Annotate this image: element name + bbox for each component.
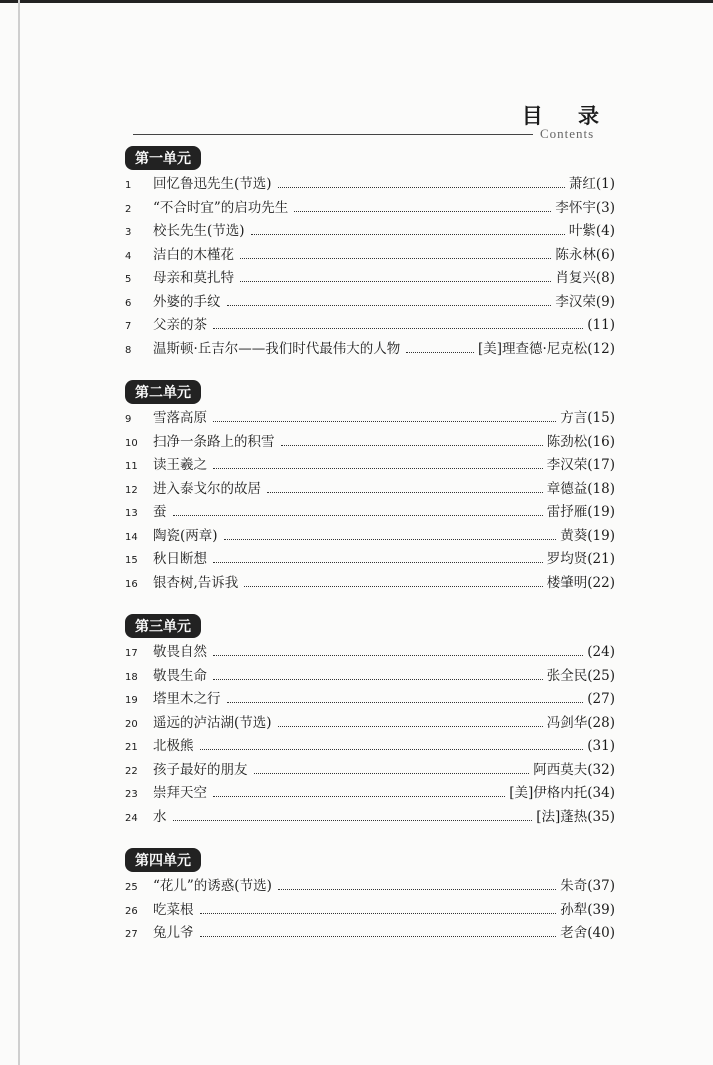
page-subtitle: Contents — [540, 126, 595, 141]
entry-number: 1 — [125, 180, 132, 191]
toc-entry[interactable] — [125, 430, 615, 454]
toc-entry[interactable] — [125, 313, 615, 337]
entry-title: 崇拜天空 — [153, 785, 207, 801]
entry-title: 进入泰戈尔的故居 — [153, 480, 261, 497]
entry-author-page: 朱奇(37) — [560, 878, 615, 894]
entry-author-page: 萧红(1) — [568, 176, 615, 192]
entry-number: 12 — [125, 484, 138, 496]
leader-dots — [294, 210, 551, 212]
toc-entry[interactable] — [125, 874, 615, 898]
entry-number: 22 — [125, 765, 138, 777]
entry-author-page: 冯剑华(28) — [546, 714, 615, 731]
entry-title: 秋日断想 — [153, 551, 207, 567]
toc-entry[interactable] — [125, 687, 615, 711]
entry-number: 8 — [125, 344, 132, 356]
entry-title: 敬畏自然 — [153, 644, 207, 660]
entry-title: 母亲和莫扎特 — [153, 270, 234, 286]
toc-entry[interactable] — [125, 664, 615, 688]
entry-title: 校长先生(节选) — [153, 223, 245, 239]
toc-entry[interactable] — [125, 781, 615, 805]
entry-number: 21 — [125, 742, 138, 753]
entry-title: 陶瓷(两章) — [153, 527, 218, 544]
entry-title: 孩子最好的朋友 — [153, 761, 248, 778]
entry-author-page: 雷抒雁(19) — [546, 504, 615, 520]
entry-title: 读王羲之 — [153, 457, 207, 473]
toc-entry[interactable] — [125, 453, 615, 477]
entry-number: 20 — [125, 718, 138, 730]
leader-dots — [213, 654, 583, 656]
toc-entry[interactable] — [125, 172, 615, 196]
entry-number: 3 — [125, 227, 132, 238]
entry-author-page: 陈劲松(16) — [546, 433, 615, 450]
top-border — [0, 0, 713, 3]
entry-title: 遥远的泸沽湖(节选) — [153, 714, 272, 731]
toc-entry[interactable] — [125, 243, 615, 267]
entry-author-page: 楼肇明(22) — [546, 574, 615, 591]
toc-entry[interactable] — [125, 290, 615, 314]
entry-number: 17 — [125, 648, 138, 659]
toc-entry[interactable] — [125, 898, 615, 922]
toc-entry[interactable] — [125, 734, 615, 758]
entry-author-page: 陈永林(6) — [555, 246, 615, 263]
toc-unit — [125, 146, 615, 360]
entry-author-page: (11) — [587, 317, 615, 333]
toc-unit — [125, 614, 615, 828]
entry-author-page: [法]蓬热(35) — [536, 808, 615, 825]
leader-dots — [173, 514, 543, 516]
toc-unit — [125, 848, 615, 945]
toc-entry[interactable] — [125, 805, 615, 829]
leader-dots — [200, 935, 557, 937]
unit-heading: 第二单元 — [125, 380, 201, 404]
entry-author-page: 李汉荣(9) — [555, 293, 615, 310]
entry-title: 吃菜根 — [153, 901, 194, 918]
toc-entry[interactable] — [125, 266, 615, 290]
toc-entry[interactable] — [125, 921, 615, 945]
entry-author-page: (27) — [587, 691, 615, 707]
toc-entry[interactable] — [125, 571, 615, 595]
entry-title: 回忆鲁迅先生(节选) — [153, 176, 272, 192]
toc-entry[interactable] — [125, 337, 615, 361]
entry-title: “花儿”的诱惑(节选) — [153, 878, 272, 894]
entry-number: 9 — [125, 414, 132, 425]
unit-heading: 第三单元 — [125, 614, 201, 638]
toc-entry[interactable] — [125, 219, 615, 243]
toc-entry[interactable] — [125, 524, 615, 548]
entry-number: 5 — [125, 274, 132, 285]
leader-dots — [200, 912, 557, 914]
entry-title: 兔儿爷 — [153, 925, 194, 941]
unit-heading: 第一单元 — [125, 146, 201, 170]
entry-title: “不合时宜”的启功先生 — [153, 199, 289, 216]
entry-title: 父亲的茶 — [153, 317, 207, 333]
leader-dots — [281, 444, 543, 446]
toc-entry[interactable] — [125, 758, 615, 782]
leader-dots — [278, 725, 543, 727]
leader-dots — [227, 304, 552, 306]
toc-unit — [125, 380, 615, 594]
leader-dots — [244, 585, 542, 587]
entry-author-page: 章德益(18) — [546, 480, 615, 497]
entry-author-page: 黄葵(19) — [560, 527, 615, 544]
entry-author-page: 李汉荣(17) — [546, 457, 615, 473]
entry-title: 塔里木之行 — [153, 691, 221, 707]
entry-number: 25 — [125, 882, 138, 893]
entry-author-page: 李怀宇(3) — [555, 199, 615, 216]
entry-number: 26 — [125, 905, 138, 917]
entry-number: 23 — [125, 789, 138, 800]
entry-title: 温斯顿·丘吉尔——我们时代最伟大的人物 — [153, 340, 401, 357]
leader-dots — [213, 420, 556, 422]
entry-author-page: 肖复兴(8) — [555, 270, 615, 286]
entry-number: 2 — [125, 203, 132, 215]
leader-dots — [251, 233, 565, 235]
entry-author-page: 罗均贤(21) — [546, 551, 615, 567]
leader-dots — [240, 257, 551, 259]
entry-author-page: [美]伊格内托(34) — [509, 785, 615, 801]
entry-author-page: 方言(15) — [560, 410, 615, 426]
entry-title: 银杏树,告诉我 — [153, 574, 239, 591]
toc-entry[interactable] — [125, 196, 615, 220]
entry-title: 敬畏生命 — [153, 667, 207, 684]
entry-number: 14 — [125, 531, 138, 543]
entry-number: 6 — [125, 297, 132, 309]
toc-entry[interactable] — [125, 477, 615, 501]
entry-author-page: 孙犁(39) — [560, 901, 615, 918]
entry-number: 16 — [125, 578, 138, 590]
entry-number: 10 — [125, 437, 138, 449]
leader-dots — [267, 491, 543, 493]
leader-dots — [278, 888, 556, 890]
leader-dots — [224, 538, 557, 540]
page-title: 目 录 — [521, 104, 613, 128]
leader-dots — [240, 280, 551, 282]
leader-dots — [227, 701, 584, 703]
left-margin-line — [18, 0, 20, 1065]
entry-title: 北极熊 — [153, 738, 194, 754]
toc-entry[interactable] — [125, 500, 615, 524]
entry-number: 27 — [125, 929, 138, 940]
entry-number: 15 — [125, 555, 138, 566]
leader-dots — [406, 351, 474, 353]
entry-number: 4 — [125, 250, 132, 262]
entry-title: 蚕 — [153, 504, 167, 520]
entry-author-page: (24) — [587, 644, 615, 660]
entry-author-page: 叶紫(4) — [568, 223, 615, 239]
entry-author-page: 老舍(40) — [560, 925, 615, 941]
toc-entry[interactable] — [125, 711, 615, 735]
leader-dots — [213, 327, 583, 329]
leader-dots — [213, 467, 543, 469]
leader-dots — [213, 678, 543, 680]
title-divider — [133, 134, 533, 135]
entry-title: 外婆的手纹 — [153, 293, 221, 310]
entry-author-page: 阿西莫夫(32) — [533, 761, 615, 778]
entry-title: 洁白的木槿花 — [153, 246, 234, 263]
leader-dots — [254, 772, 530, 774]
leader-dots — [213, 795, 505, 797]
entry-number: 13 — [125, 508, 138, 519]
entry-author-page: (31) — [587, 738, 615, 754]
entry-number: 18 — [125, 671, 138, 683]
leader-dots — [173, 819, 533, 821]
toc-entry[interactable] — [125, 640, 615, 664]
entry-number: 24 — [125, 812, 138, 824]
unit-heading: 第四单元 — [125, 848, 201, 872]
toc-entry[interactable] — [125, 547, 615, 571]
entry-title: 雪落高原 — [153, 410, 207, 426]
entry-title: 水 — [153, 808, 167, 825]
entry-author-page: 张全民(25) — [546, 667, 615, 684]
leader-dots — [200, 748, 584, 750]
entry-author-page: [美]理查德·尼克松(12) — [477, 340, 615, 357]
entry-number: 7 — [125, 321, 132, 332]
toc-entry[interactable] — [125, 406, 615, 430]
leader-dots — [278, 186, 565, 188]
entry-title: 扫净一条路上的积雪 — [153, 433, 275, 450]
leader-dots — [213, 561, 543, 563]
entry-number: 19 — [125, 695, 138, 706]
entry-number: 11 — [125, 461, 138, 472]
